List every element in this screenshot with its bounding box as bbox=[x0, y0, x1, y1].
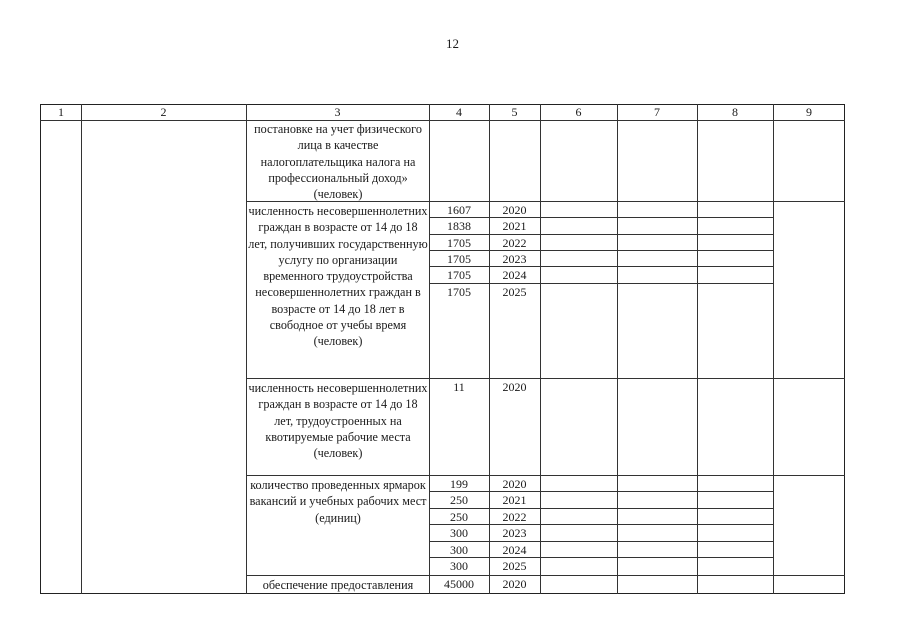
header-col-6: 6 bbox=[575, 105, 582, 119]
grid-line bbox=[429, 508, 773, 509]
header-col-9: 9 bbox=[806, 105, 812, 119]
header-col-5: 5 bbox=[511, 105, 518, 119]
grid-line bbox=[489, 104, 490, 594]
grid-line bbox=[773, 104, 774, 594]
grid-line bbox=[429, 250, 773, 251]
table-cell-value: 300 bbox=[450, 559, 468, 573]
grid-line bbox=[429, 217, 773, 218]
grid-line bbox=[429, 524, 773, 525]
header-col-2: 2 bbox=[160, 105, 167, 119]
grid-line bbox=[429, 104, 430, 594]
grid-line bbox=[429, 266, 773, 267]
block-5-description: обеспечение предоставления bbox=[262, 578, 414, 592]
table-cell-year: 2023 bbox=[502, 526, 527, 540]
header-col-1: 1 bbox=[58, 105, 64, 119]
grid-line bbox=[246, 475, 845, 476]
block-2-description: численность несовершеннолетних граждан в возрасте от 14 до 18 лет, получивших государственную услугу по организации временного трудоустройства несовершеннолетних граждан в возрасте от 14 до 18 лет в свободное от учебы время (человек) bbox=[248, 204, 428, 349]
table-cell-year: 2022 bbox=[502, 236, 527, 250]
table-cell-value: 1607 bbox=[447, 203, 471, 217]
table-cell-value: 300 bbox=[450, 526, 468, 540]
table-cell-value: 1705 bbox=[447, 268, 471, 282]
table-cell-year: 2024 bbox=[502, 543, 527, 557]
header-col-8: 8 bbox=[732, 105, 738, 119]
grid-line bbox=[429, 557, 773, 558]
grid-line bbox=[540, 104, 541, 594]
grid-line bbox=[246, 104, 247, 594]
table-cell-year: 2021 bbox=[502, 493, 527, 507]
table-cell-year: 2025 bbox=[502, 285, 527, 299]
table-cell-value: 1838 bbox=[447, 219, 471, 233]
header-col-3: 3 bbox=[334, 105, 341, 119]
table-cell-year: 2021 bbox=[502, 219, 527, 233]
table-cell-value: 45000 bbox=[444, 577, 474, 591]
table-cell-value: 1705 bbox=[447, 236, 471, 250]
grid-line bbox=[429, 283, 773, 284]
grid-line bbox=[246, 575, 845, 576]
table-cell-year: 2020 bbox=[502, 577, 527, 591]
block-4-description: количество проведенных ярмарок вакансий и учебных рабочих мест (единиц) bbox=[249, 478, 427, 525]
table-cell-year: 2024 bbox=[502, 268, 527, 282]
grid-line bbox=[429, 541, 773, 542]
grid-line bbox=[246, 201, 845, 202]
table-cell-year: 2022 bbox=[502, 510, 527, 524]
table-cell-value: 199 bbox=[450, 477, 468, 491]
table-cell-value: 1705 bbox=[447, 285, 471, 299]
table-cell-year: 2020 bbox=[502, 477, 527, 491]
block-3-description: численность несовершеннолетних граждан в возрасте от 14 до 18 лет, трудоустроенных на квотируемые рабочие места (человек) bbox=[248, 381, 428, 461]
table-cell-value: 1705 bbox=[447, 252, 471, 266]
grid-line bbox=[429, 491, 773, 492]
table-cell-year: 2023 bbox=[502, 252, 527, 266]
grid-line bbox=[246, 378, 845, 379]
page-number: 12 bbox=[446, 36, 459, 51]
table-cell-value: 250 bbox=[450, 493, 468, 507]
grid-line bbox=[697, 104, 698, 594]
grid-line bbox=[617, 104, 618, 594]
grid-line bbox=[429, 234, 773, 235]
grid-line bbox=[81, 104, 82, 594]
table-cell-year: 2020 bbox=[502, 203, 527, 217]
grid-line bbox=[40, 120, 845, 121]
table-cell-year: 2020 bbox=[502, 380, 527, 394]
table-cell-year: 2025 bbox=[502, 559, 527, 573]
table-cell-value: 11 bbox=[453, 380, 465, 394]
table-cell-value: 300 bbox=[450, 543, 468, 557]
header-col-4: 4 bbox=[456, 105, 462, 119]
block-1-description: постановке на учет физического лица в качестве налогоплательщика налога на профессиональный доход» (человек) bbox=[254, 122, 422, 202]
table-cell-value: 250 bbox=[450, 510, 468, 524]
header-col-7: 7 bbox=[654, 105, 660, 119]
